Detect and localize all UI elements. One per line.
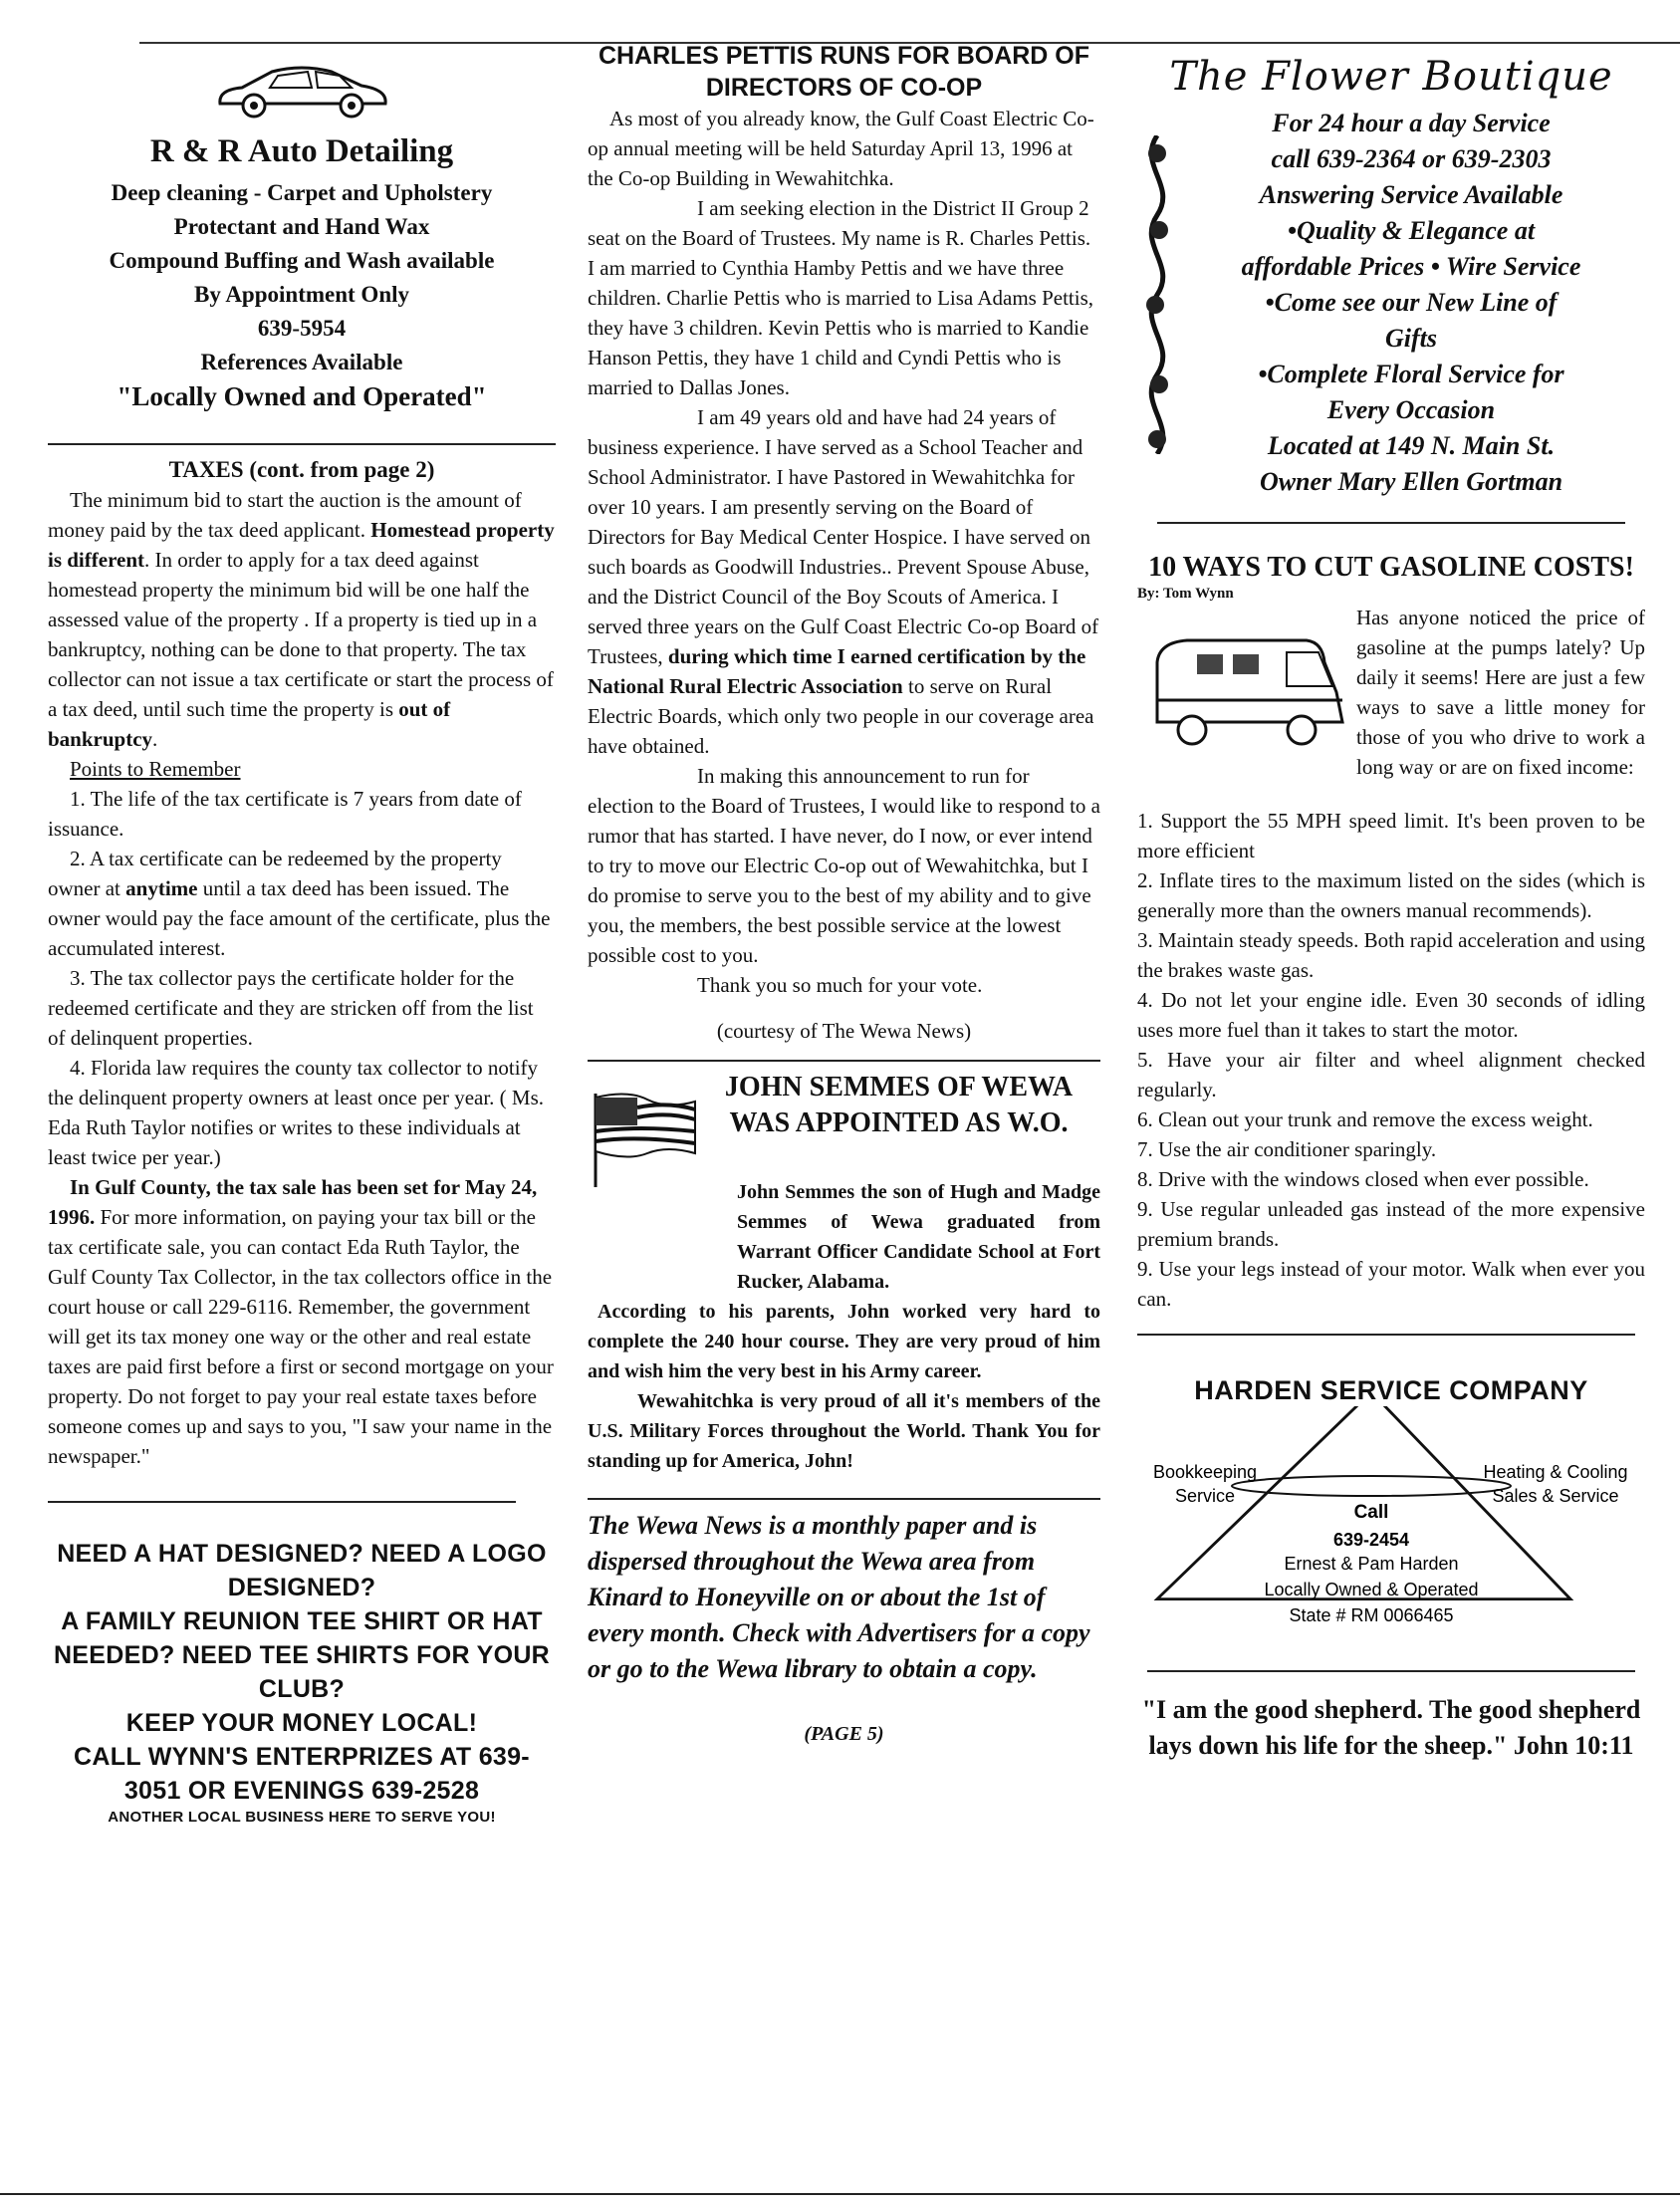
column-right: [1137, 40, 1645, 1764]
wynn-footer: ANOTHER LOCAL BUSINESS HERE TO SERVE YOU!: [108, 1809, 496, 1826]
scripture-quote: "I am the good shepherd. The good shepherd lays down his life for the sheep." John 10:11: [1141, 1695, 1641, 1760]
semmes-heading: JOHN SEMMES OF WEWA WAS APPOINTED AS W.O.: [724, 1072, 1074, 1138]
harden-phone: 639-2454: [1332, 1530, 1410, 1550]
flag-icon: [588, 1090, 697, 1189]
floral-vine-icon: [1137, 135, 1177, 454]
gas-item: 9. Use regular unleaded gas instead of the more expensive premium brands.: [1137, 1197, 1645, 1251]
rr-line: Deep cleaning - Carpet and Upholstery: [111, 180, 493, 205]
gas-heading: 10 WAYS TO CUT GASOLINE COSTS!: [1148, 552, 1634, 583]
gas-item: 5. Have your air filter and wheel alignment checked regularly.: [1137, 1048, 1645, 1102]
wynn-ad: [48, 1537, 556, 1828]
bottom-rule: [0, 2193, 1680, 2195]
flower-owner: Owner Mary Ellen Gortman: [1259, 467, 1563, 496]
harden-right-line: Sales & Service: [1492, 1486, 1619, 1506]
gas-item: 9. Use your legs instead of your motor. Walk when ever you can.: [1137, 1257, 1645, 1311]
harden-left-line: Service: [1174, 1486, 1236, 1506]
harden-title: HARDEN SERVICE COMPANY: [1194, 1375, 1588, 1405]
column-middle: [588, 40, 1100, 1746]
flower-details: [1177, 106, 1645, 500]
gas-item: 2. Inflate tires to the maximum listed on the sides (which is generally more than the owners manual recommends).: [1137, 868, 1645, 922]
rr-line: Compound Buffing and Wash available: [109, 248, 495, 273]
rr-phone: 639-5954: [257, 316, 347, 341]
pettis-paragraph: In making this announcement to run for election to the Board of Trustees, I would like to respond to a rumor that has started. I have never, do I now, or ever intend to try to move our Electric Co-op out of Wewahitchka, but I do promise to serve you to the best of my ability and to give you, the members, the best possible service at the lowest possible cost to you.: [588, 764, 1101, 967]
pettis-article: [588, 40, 1100, 1046]
gas-item: 4. Do not let your engine idle. Even 30 seconds of idling uses more fuel than it takes to start the motor.: [1137, 988, 1645, 1042]
gas-item: 8. Drive with the windows closed when ever possible.: [1137, 1167, 1589, 1191]
harden-local: Locally Owned & Operated: [1264, 1580, 1479, 1599]
pettis-courtesy: (courtesy of The Wewa News): [716, 1019, 972, 1043]
wynn-line: NEED A HAT DESIGNED? NEED A LOGO DESIGNED?: [57, 1540, 547, 1601]
harden-left-line: Bookkeeping: [1152, 1462, 1258, 1482]
flower-line: Gifts: [1385, 324, 1437, 353]
rr-quote: "Locally Owned and Operated": [117, 381, 487, 411]
taxes-point: 3. The tax collector pays the certificate holder for the redeemed certificate and they are stricken off from the list of delinquent properties.: [48, 966, 534, 1050]
taxes-paragraph: In Gulf County, the tax sale has been set for May 24, 1996. For more information, on paying your tax bill or the tax certificate sale, you can contact Eda Ruth Taylor, the Gulf County Tax Collector, in the tax collectors office in the court house or call 229-6116. Remember, the government will get its tax money one way or the other and real estate taxes are paid first before a first or second mortgage on your property. Do not forget to pay your real estate taxes before someone comes up and says to you, "I saw your name in the newspaper.": [48, 1175, 554, 1468]
wynn-line: A FAMILY REUNION TEE SHIRT OR HAT NEEDED? NEED TEE SHIRTS FOR YOUR CLUB?: [53, 1607, 551, 1703]
harden-names: Ernest & Pam Harden: [1284, 1554, 1459, 1574]
semmes-paragraph: John Semmes the son of Hugh and Madge Semmes of Wewa graduated from Warrant Officer Candidate School at Fort Rucker, Alabama.: [737, 1181, 1100, 1293]
flower-line: •Come see our New Line of: [1265, 288, 1558, 317]
flower-line: Answering Service Available: [1259, 180, 1563, 209]
gas-intro: Has anyone noticed the price of gasoline at the pumps lately? Up daily it seems! Here are just a few ways to save a little money for those of you who drive to work a long way or are on fixed income:: [1356, 606, 1645, 779]
rr-line: By Appointment Only: [194, 282, 409, 307]
taxes-point: 1. The life of the tax certificate is 7 years from date of issuance.: [48, 787, 522, 841]
taxes-point: 2. A tax certificate can be redeemed by the property owner at anytime until a tax deed has been issued. The owner would pay the face amount of the certificate, plus the accumulated interest.: [48, 847, 551, 960]
harden-right-line: Heating & Cooling: [1483, 1462, 1628, 1482]
gas-item: 7. Use the air conditioner sparingly.: [1137, 1137, 1437, 1161]
flower-line: Every Occasion: [1326, 395, 1496, 424]
semmes-paragraph: According to his parents, John worked very hard to complete the 240 hour course. They are very proud of him and wish him the very best in his Army career.: [588, 1301, 1100, 1382]
pettis-paragraph: As most of you already know, the Gulf Coast Electric Co-op annual meeting will be held Saturday April 13, 1996 at the Co-op Building in Wewahitchka.: [588, 107, 1094, 190]
rr-title: R & R Auto Detailing: [149, 133, 454, 169]
gas-list: [1137, 806, 1645, 1314]
taxes-article: [48, 455, 556, 1471]
gas-item: 3. Maintain steady speeds. Both rapid acceleration and using the brakes waste gas.: [1137, 928, 1645, 982]
taxes-point: 4. Florida law requires the county tax collector to notify the delinquent property owners at least once per year. ( Ms. Eda Ruth Taylor notifies or writes to these individuals at least twice per year.): [48, 1056, 545, 1169]
flower-title: The Flower Boutique: [1169, 54, 1613, 100]
flower-ad: [1137, 54, 1645, 500]
flower-line: For 24 hour a day Service: [1272, 109, 1551, 137]
divider: [1137, 1334, 1635, 1336]
harden-pyramid: [1137, 1406, 1645, 1635]
flower-line: •Quality & Elegance at: [1287, 216, 1536, 245]
divider: [48, 443, 556, 445]
semmes-article: [588, 1070, 1100, 1476]
motorhome-icon: [1137, 622, 1356, 762]
gasoline-article: [1137, 550, 1645, 1314]
taxes-paragraph: The minimum bid to start the auction is the amount of money paid by the tax deed applicant. Homestead property is different. In order to apply for a tax deed against homestead property the minimum bid will be one half the assessed value of the property . If a property is tied up in a bankruptcy, nothing can be done to that property. The tax collector can not issue a tax certificate or start the process of a tax deed, until such time the property is out of bankruptcy.: [48, 488, 555, 751]
flower-line: affordable Prices • Wire Service: [1241, 252, 1581, 281]
rr-auto-ad: [48, 60, 556, 413]
pettis-paragraph: I am 49 years old and have had 24 years of business experience. I have served as a School Teacher and School Administrator. I have Pastored in Wewahitchka for over 10 years. I am presently serving on the Board of Directors for Bay Medical Center Hospice. I have served on such boards as Goodwill Industries.. Prevent Spouse Abuse, and the District Council of the Boy Scouts of America. I served three years on the Gulf Coast Electric Co-op Board of Trustees, during which time I earned certification by the National Rural Electric Association to serve on Rural Electric Boards, which only two people in our coverage area have obtained.: [588, 405, 1099, 758]
wynn-line: KEEP YOUR MONEY LOCAL!: [125, 1709, 478, 1737]
divider: [1157, 522, 1625, 524]
gas-item: 1. Support the 55 MPH speed limit. It's been proven to be more efficient: [1137, 809, 1645, 862]
rr-line: Protectant and Hand Wax: [173, 214, 430, 239]
gas-byline: By: Tom Wynn: [1137, 586, 1234, 602]
car-icon: [212, 60, 391, 123]
wewa-news-note: The Wewa News is a monthly paper and is dispersed throughout the Wewa area from Kinard to Honeyville on or about the 1st of every month. Check with Advertisers for a copy or go to the Wewa library to obtain a copy.: [588, 1511, 1090, 1683]
page-number: (PAGE 5): [804, 1723, 884, 1745]
divider: [588, 1060, 1100, 1062]
pettis-paragraph: Thank you so much for your vote.: [697, 973, 983, 997]
taxes-heading: TAXES (cont. from page 2): [168, 457, 435, 482]
pettis-heading: CHARLES PETTIS RUNS FOR BOARD OF DIRECTORS OF CO-OP: [598, 42, 1090, 102]
flower-address: Located at 149 N. Main St.: [1267, 431, 1556, 460]
harden-ad: [1137, 1375, 1645, 1640]
harden-state: State # RM 0066465: [1289, 1605, 1454, 1625]
divider: [1147, 1670, 1635, 1672]
gas-item: 6. Clean out your trunk and remove the excess weight.: [1137, 1107, 1593, 1131]
column-left: [48, 40, 556, 1828]
rr-line: References Available: [200, 350, 403, 374]
divider: [588, 1498, 1100, 1500]
semmes-paragraph: Wewahitchka is very proud of all it's members of the U.S. Military Forces throughout the World. Thank You for standing up for America, John!: [588, 1390, 1100, 1472]
divider: [48, 1501, 516, 1503]
harden-call: Call: [1353, 1502, 1389, 1523]
flower-line: •Complete Floral Service for: [1258, 360, 1564, 388]
pettis-paragraph: I am seeking election in the District II Group 2 seat on the Board of Trustees. My name is R. Charles Pettis. I am married to Cynthia Hamby Pettis and we have three children. Charlie Pettis who is married to Lisa Adams Pettis, they have 3 children. Kevin Pettis who is married to Kandie Hanson Pettis, they have 1 child and Cyndi Pettis who is married to Dallas Jones.: [588, 196, 1094, 399]
wynn-line: CALL WYNN'S ENTERPRIZES AT 639-3051 OR EVENINGS 639-2528: [74, 1743, 530, 1805]
flower-phone: call 639-2364 or 639-2303: [1271, 144, 1552, 173]
points-heading: Points to Remember: [70, 757, 241, 781]
